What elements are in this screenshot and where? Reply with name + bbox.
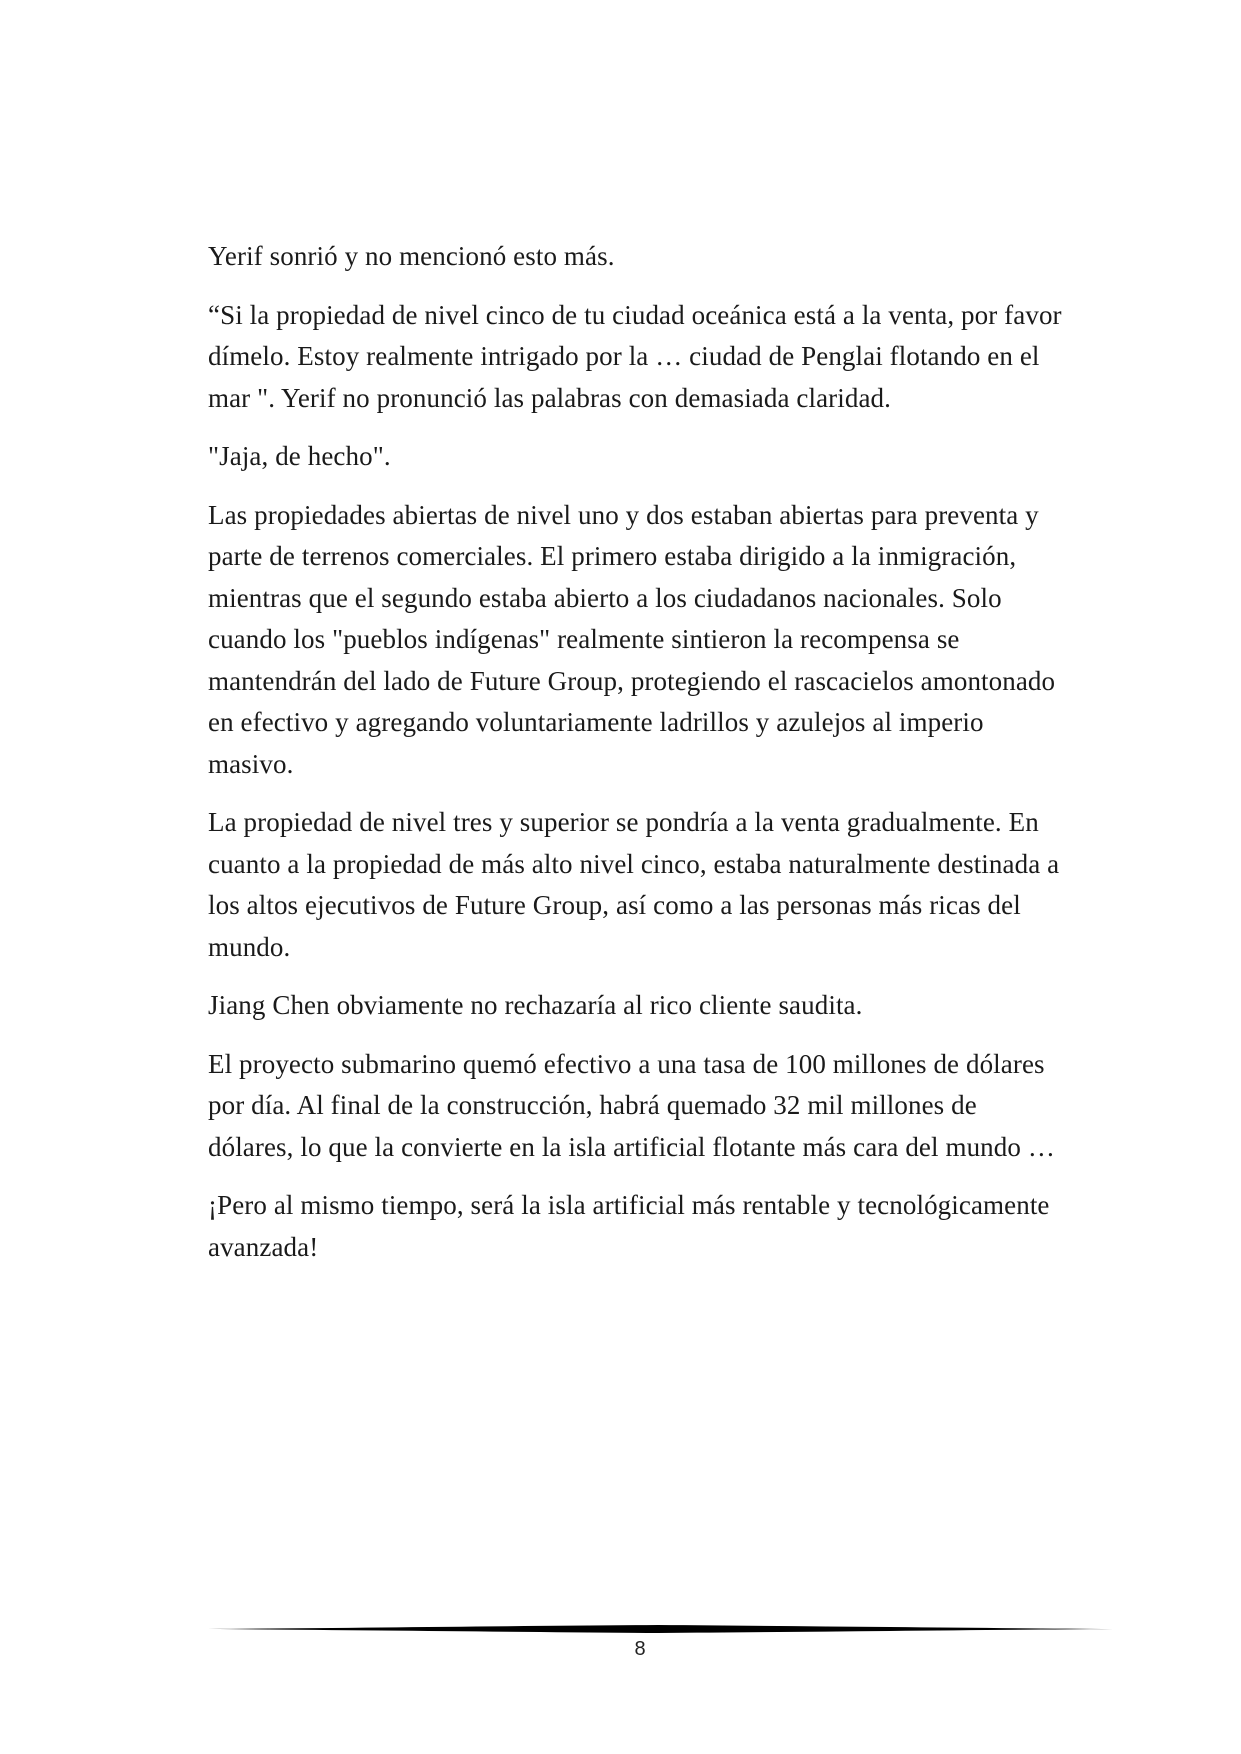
paragraph: La propiedad de nivel tres y superior se pondría a la venta gradualmente. En cuanto a la propiedad de más alto nivel cinco, estaba naturalmente destinada a los altos ejecutivos de Future Group, así como a las personas más ricas del mundo.	[208, 807, 1060, 962]
footer-divider	[208, 1622, 1113, 1636]
paragraph: ¡Pero al mismo tiempo, será la isla artificial más rentable y tecnológicamente avanzada!	[208, 1190, 1050, 1262]
paragraph: Las propiedades abiertas de nivel uno y dos estaban abiertas para preventa y parte de terrenos comerciales. El primero estaba dirigido a la inmigración, mientras que el segundo estaba abierto a los ciudadanos nacionales. Solo cuando los "pueblos indígenas" realmente sintieron la recompensa se mantendrán del lado de Future Group, protegiendo el rascacielos amontonado en efectivo y agregando voluntariamente ladrillos y azulejos al imperio masivo.	[208, 499, 1056, 779]
paragraph: El proyecto submarino quemó efectivo a una tasa de 100 millones de dólares por día. Al final de la construcción, habrá quemado 32 mil millones de dólares, lo que la convierte en la isla artificial flotante más cara del mundo …	[208, 1048, 1055, 1162]
paragraph: Jiang Chen obviamente no rechazaría al rico cliente saudita.	[208, 990, 863, 1020]
paragraph: "Jaja, de hecho".	[208, 441, 391, 471]
paragraph: Yerif sonrió y no mencionó esto más.	[208, 241, 615, 271]
page-number: 8	[634, 1638, 646, 1660]
paragraph: “Si la propiedad de nivel cinco de tu ciudad oceánica está a la venta, por favor dímelo. Estoy realmente intrigado por la … ciudad de Penglai flotando en el mar ". Yerif no pronunció las palabras con demasiada claridad.	[208, 299, 1062, 413]
footer-divider-swash	[208, 1625, 1113, 1633]
body-text	[208, 236, 1068, 1285]
